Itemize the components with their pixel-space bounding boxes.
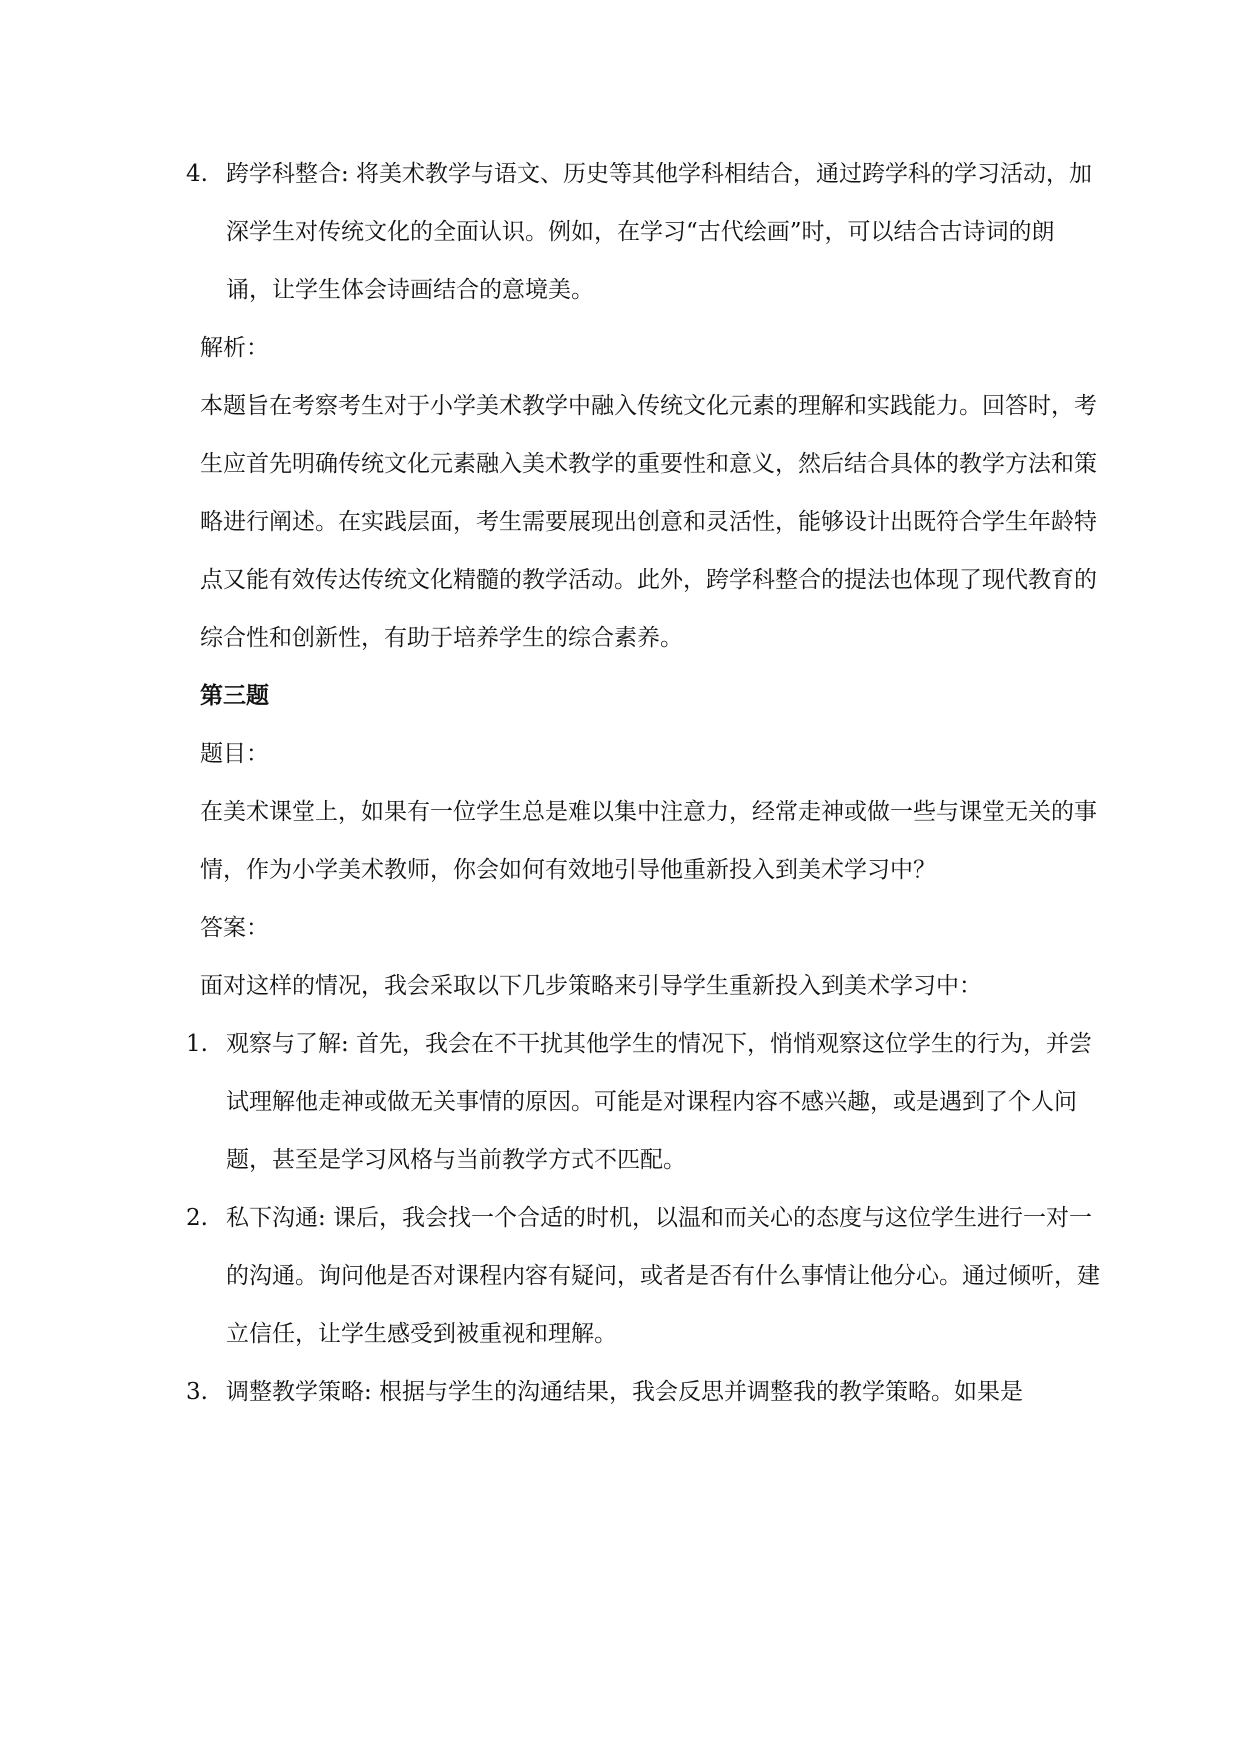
list-item-1 [186,1015,1100,1189]
section-heading: 第三题 [200,682,269,709]
list-item-2 [186,1189,1100,1363]
list-item-text: 跨学科整合: 将美术教学与语文、历史等其他学科相结合，通过跨学科的学习活动，加深学生对传统文化的全面认识。例如，在学习“古代绘画”时，可以结合古诗词的朗诵，让学生体会诗画结合的意境美。 [226,161,1093,303]
list-item-text: 观察与了解: 首先，我会在不干扰其他学生的情况下，悄悄观察这位学生的行为，并尝试理解他走神或做无关事情的原因。可能是对课程内容不感兴趣，或是遇到了个人问题，甚至是学习风格与当前教学方式不匹配。 [226,1031,1093,1173]
list-number: 3. [186,1379,208,1405]
list-number: 4. [186,161,208,187]
answer-label: 答案： [200,915,269,941]
document-body [186,145,1100,1421]
list-item-text: 私下沟通: 课后，我会找一个合适的时机，以温和而关心的态度与这位学生进行一对一的沟通。询问他是否对课程内容有疑问，或者是否有什么事情让他分心。通过倾听，建立信任，让学生感受到被重视和理解。 [226,1205,1100,1347]
question-text: 在美术课堂上，如果有一位学生总是难以集中注意力，经常走神或做一些与课堂无关的事情，作为小学美术教师，你会如何有效地引导他重新投入到美术学习中？ [200,799,1097,883]
list-number: 2. [186,1205,208,1231]
analysis-label: 解析： [200,335,269,361]
list-item-4 [186,145,1100,319]
answer-intro: 面对这样的情况，我会采取以下几步策略来引导学生重新投入到美术学习中： [200,973,982,999]
list-number: 1. [186,1031,208,1057]
analysis-text: 本题旨在考察考生对于小学美术教学中融入传统文化元素的理解和实践能力。回答时，考生应首先明确传统文化元素融入美术教学的重要性和意义，然后结合具体的教学方法和策略进行阐述。在实践层面，考生需要展现出创意和灵活性，能够设计出既符合学生年龄特点又能有效传达传统文化精髓的教学活动。此外，跨学科整合的提法也体现了现代教育的综合性和创新性，有助于培养学生的综合素养。 [200,393,1097,651]
list-item-3 [186,1363,1100,1421]
list-item-text: 调整教学策略: 根据与学生的沟通结果，我会反思并调整我的教学策略。如果是 [226,1379,1024,1405]
question-label: 题目： [200,741,269,767]
